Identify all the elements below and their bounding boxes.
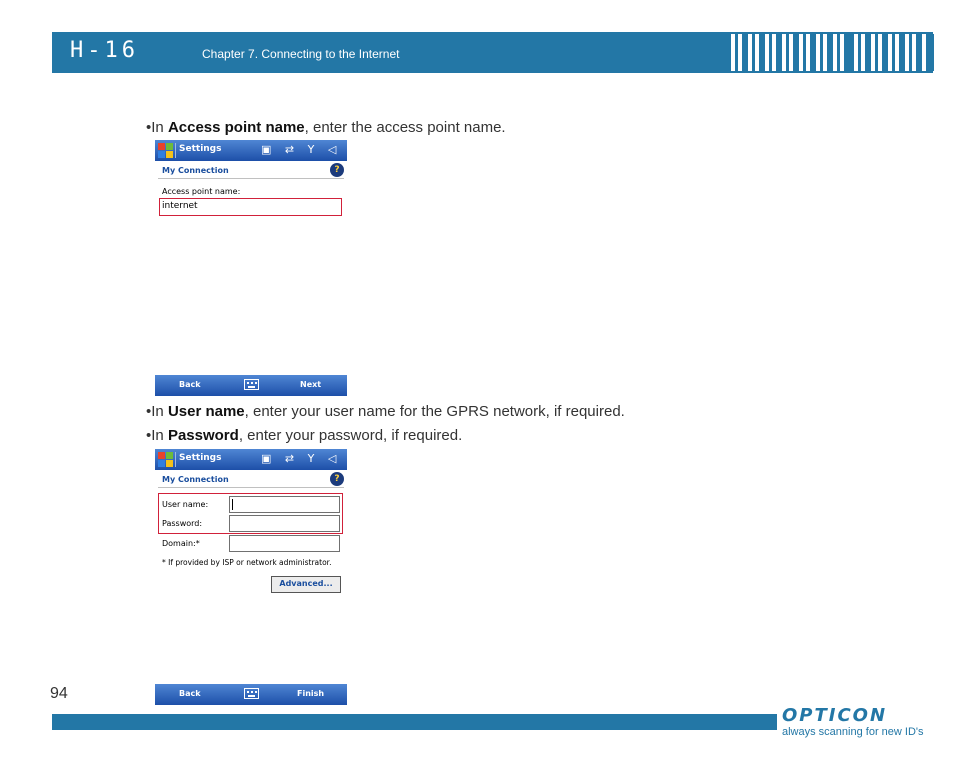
finish-softkey[interactable]: Finish [297,689,325,698]
windows-start-icon[interactable] [158,143,173,158]
titlebar-separator [175,452,176,467]
status-icons[interactable]: ▣ ⇄ Y ◁ [261,452,342,465]
back-softkey[interactable]: Back [179,380,201,389]
access-point-input[interactable]: internet [160,199,344,216]
status-icons[interactable]: ▣ ⇄ Y ◁ [261,143,342,156]
help-icon[interactable]: ? [330,163,344,177]
opticon-logo: OPTICON [782,705,888,726]
pda-titlebar [155,140,347,161]
brand-tagline: always scanning for new ID's [782,726,924,738]
chapter-title: Chapter 7. Connecting to the Internet [202,47,400,61]
pda-screen-credentials [155,449,347,682]
help-icon[interactable]: ? [330,472,344,486]
page-number: 94 [50,685,68,702]
keyboard-icon[interactable] [244,688,259,699]
pda-screen-access-point [155,140,347,373]
step-access-point: •In Access point name, enter the access point name. [146,119,506,136]
highlight-box [158,493,343,534]
pda-titlebar [155,449,347,470]
user-name-label: User name: [162,500,209,509]
keyboard-icon[interactable] [244,379,259,390]
domain-input[interactable] [229,535,340,552]
page-header [52,32,933,73]
highlight-box [159,198,342,216]
softkey-bar [155,375,347,396]
heading-divider [158,487,344,488]
pda-title: Settings [179,144,222,154]
barcode-graphic [726,34,934,71]
pda-title: Settings [179,453,222,463]
titlebar-separator [175,143,176,158]
domain-note: * If provided by ISP or network administrator. [162,558,332,567]
next-softkey[interactable]: Next [300,380,322,389]
screen-heading: My Connection [162,166,229,175]
windows-start-icon[interactable] [158,452,173,467]
domain-label: Domain:* [162,539,200,548]
step-user-name: •In User name, enter your user name for the GPRS network, if required. [146,403,625,420]
model-name: H-16 [70,38,139,63]
screen-heading: My Connection [162,475,229,484]
password-label: Password: [162,519,203,528]
advanced-button[interactable]: Advanced... [271,576,341,593]
access-point-label: Access point name: [162,187,241,196]
step-password: •In Password, enter your password, if required. [146,427,463,444]
softkey-bar [155,684,347,705]
heading-divider [158,178,344,179]
back-softkey[interactable]: Back [179,689,201,698]
footer-bar [52,714,777,730]
